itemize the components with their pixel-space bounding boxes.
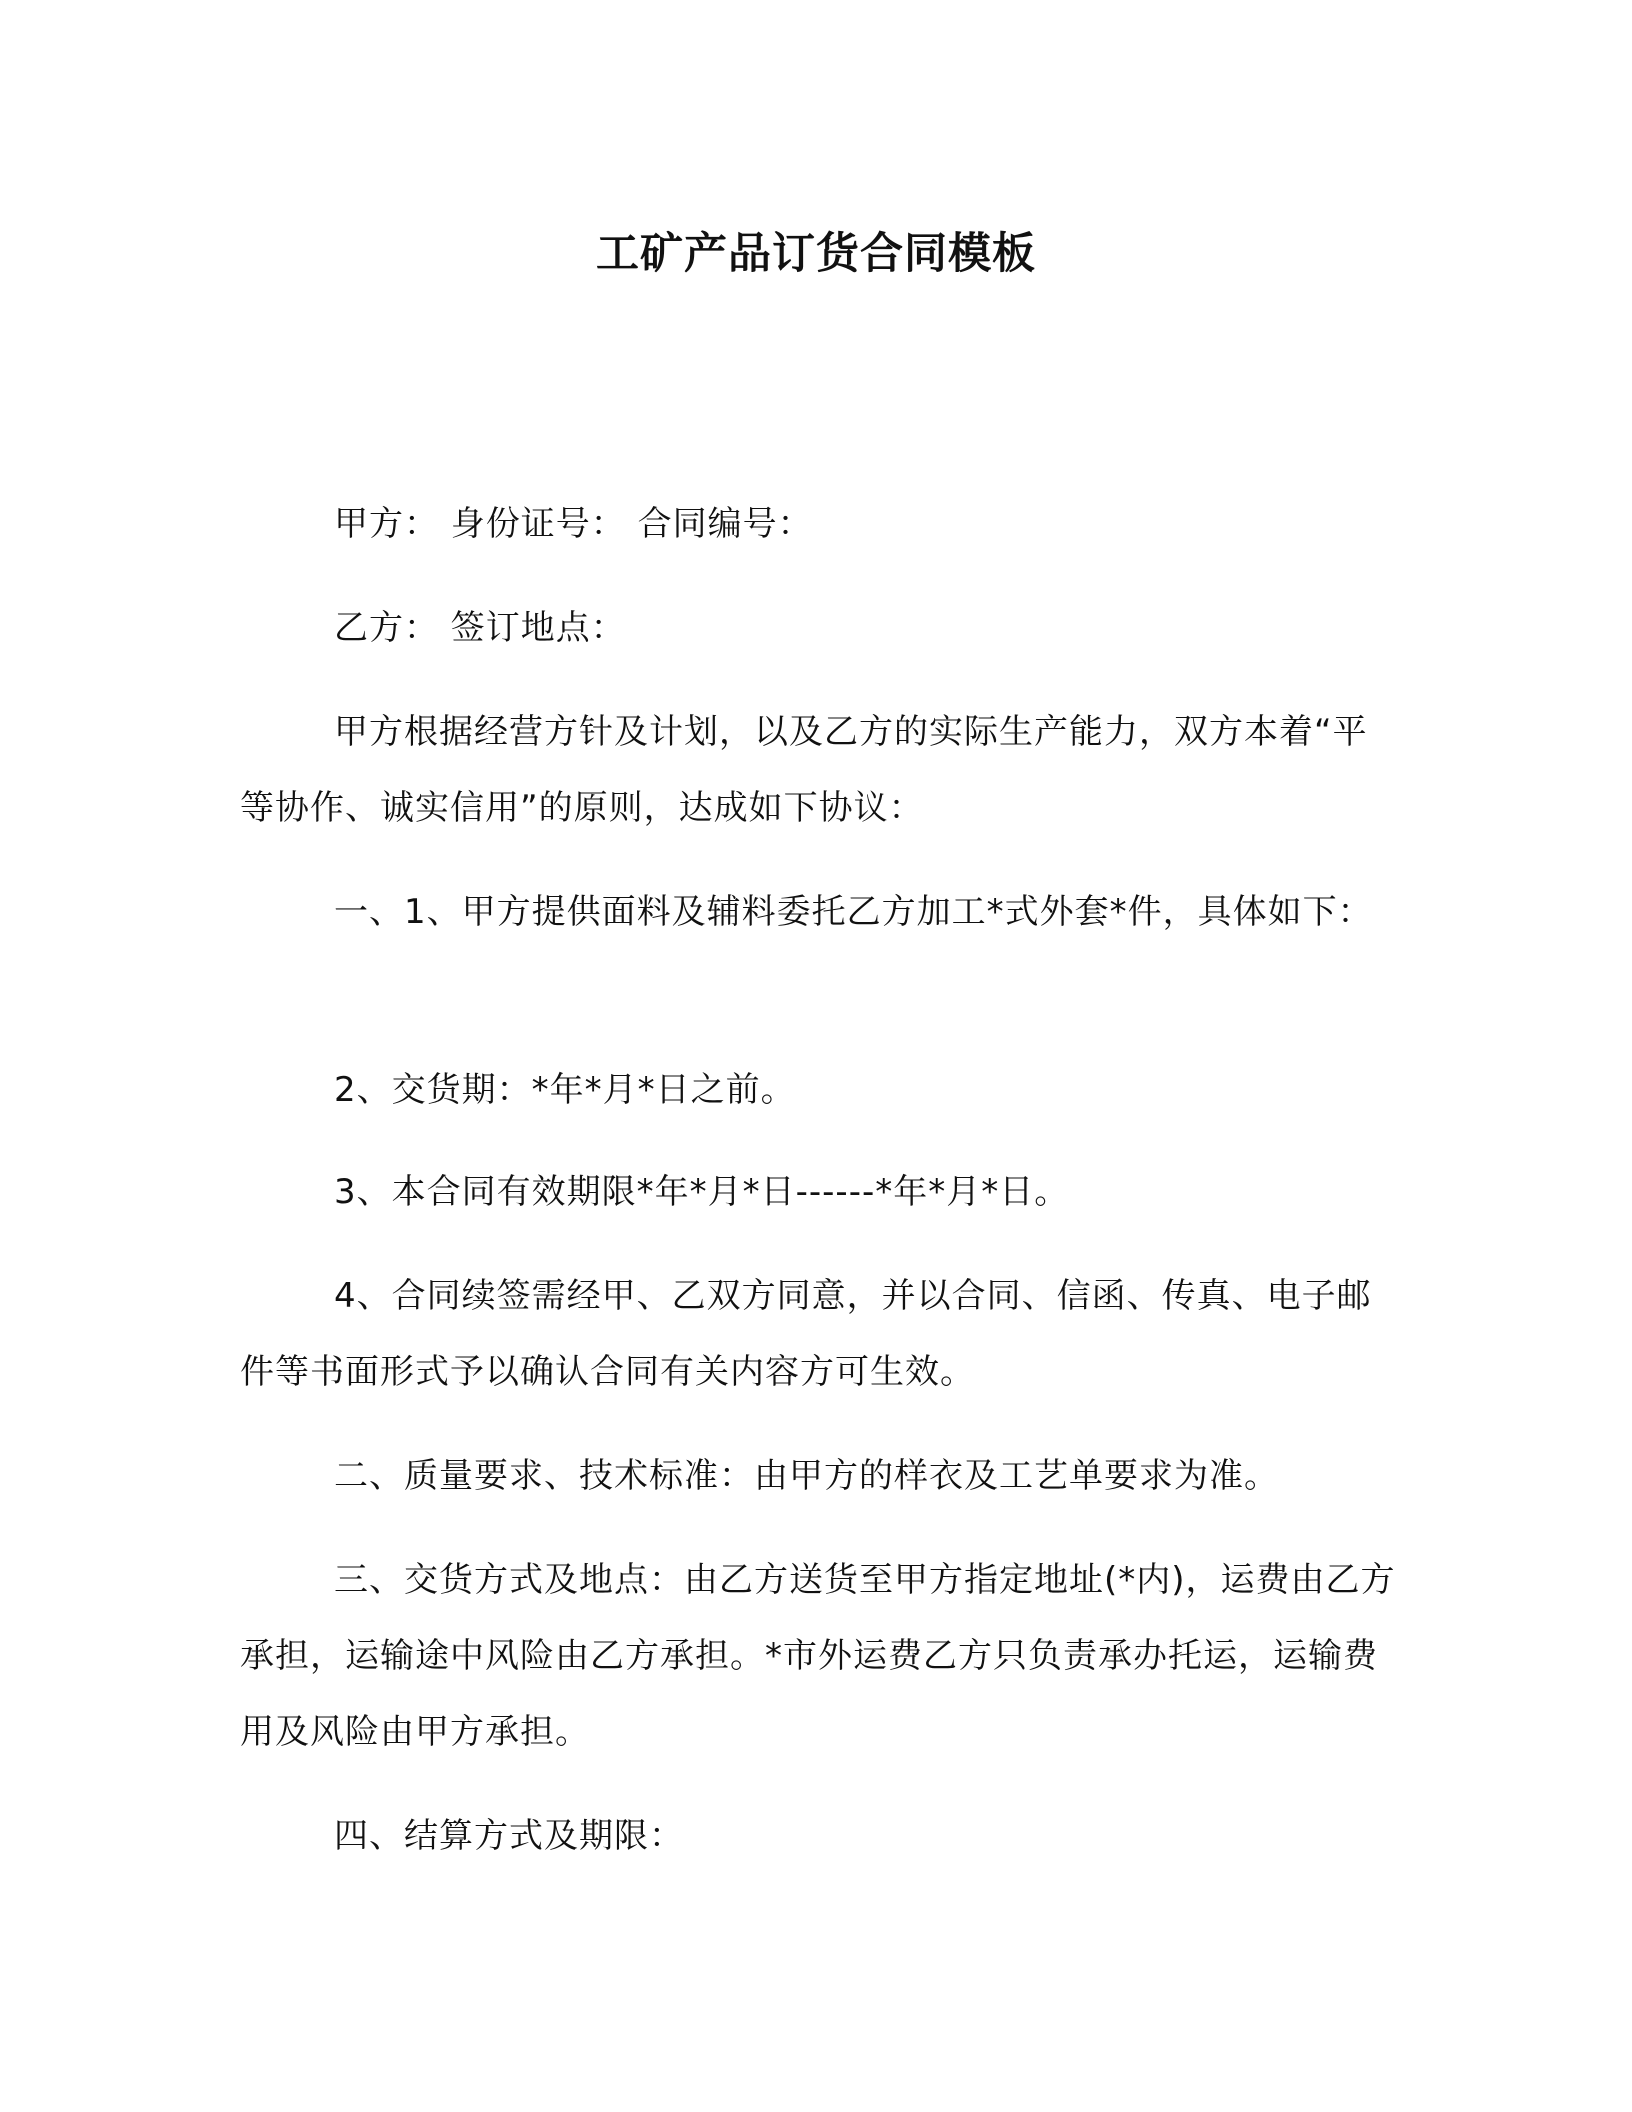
clause-1-4: 4、合同续签需经甲、乙双方同意，并以合同、信函、传真、电子邮件等书面形式予以确认合同有关内容方可生效。 (240, 1276, 1372, 1392)
party-b-line: 乙方： 签订地点： (334, 608, 626, 648)
document-title: 工矿产品订货合同模板 (596, 229, 1036, 279)
clause-1-2: 2、交货期：*年*月*日之前。 (334, 1070, 796, 1110)
clause-1-1: 一、1、甲方提供面料及辅料委托乙方加工*式外套*件，具体如下： (334, 892, 1373, 932)
preamble-paragraph: 甲方根据经营方针及计划，以及乙方的实际生产能力，双方本着“平等协作、诚实信用”的原则，达成如下协议： (240, 712, 1368, 828)
clause-3: 三、交货方式及地点：由乙方送货至甲方指定地址(*内)，运费由乙方承担，运输途中风险由乙方承担。*市外运费乙方只负责承办托运，运输费用及风险由甲方承担。 (240, 1560, 1396, 1752)
clause-2: 二、质量要求、技术标准：由甲方的样衣及工艺单要求为准。 (334, 1456, 1279, 1496)
clause-1-3: 3、本合同有效期限*年*月*日------*年*月*日。 (334, 1172, 1070, 1212)
clause-4-heading: 四、结算方式及期限： (334, 1816, 684, 1856)
party-a-line: 甲方： 身份证号： 合同编号： (334, 504, 813, 544)
